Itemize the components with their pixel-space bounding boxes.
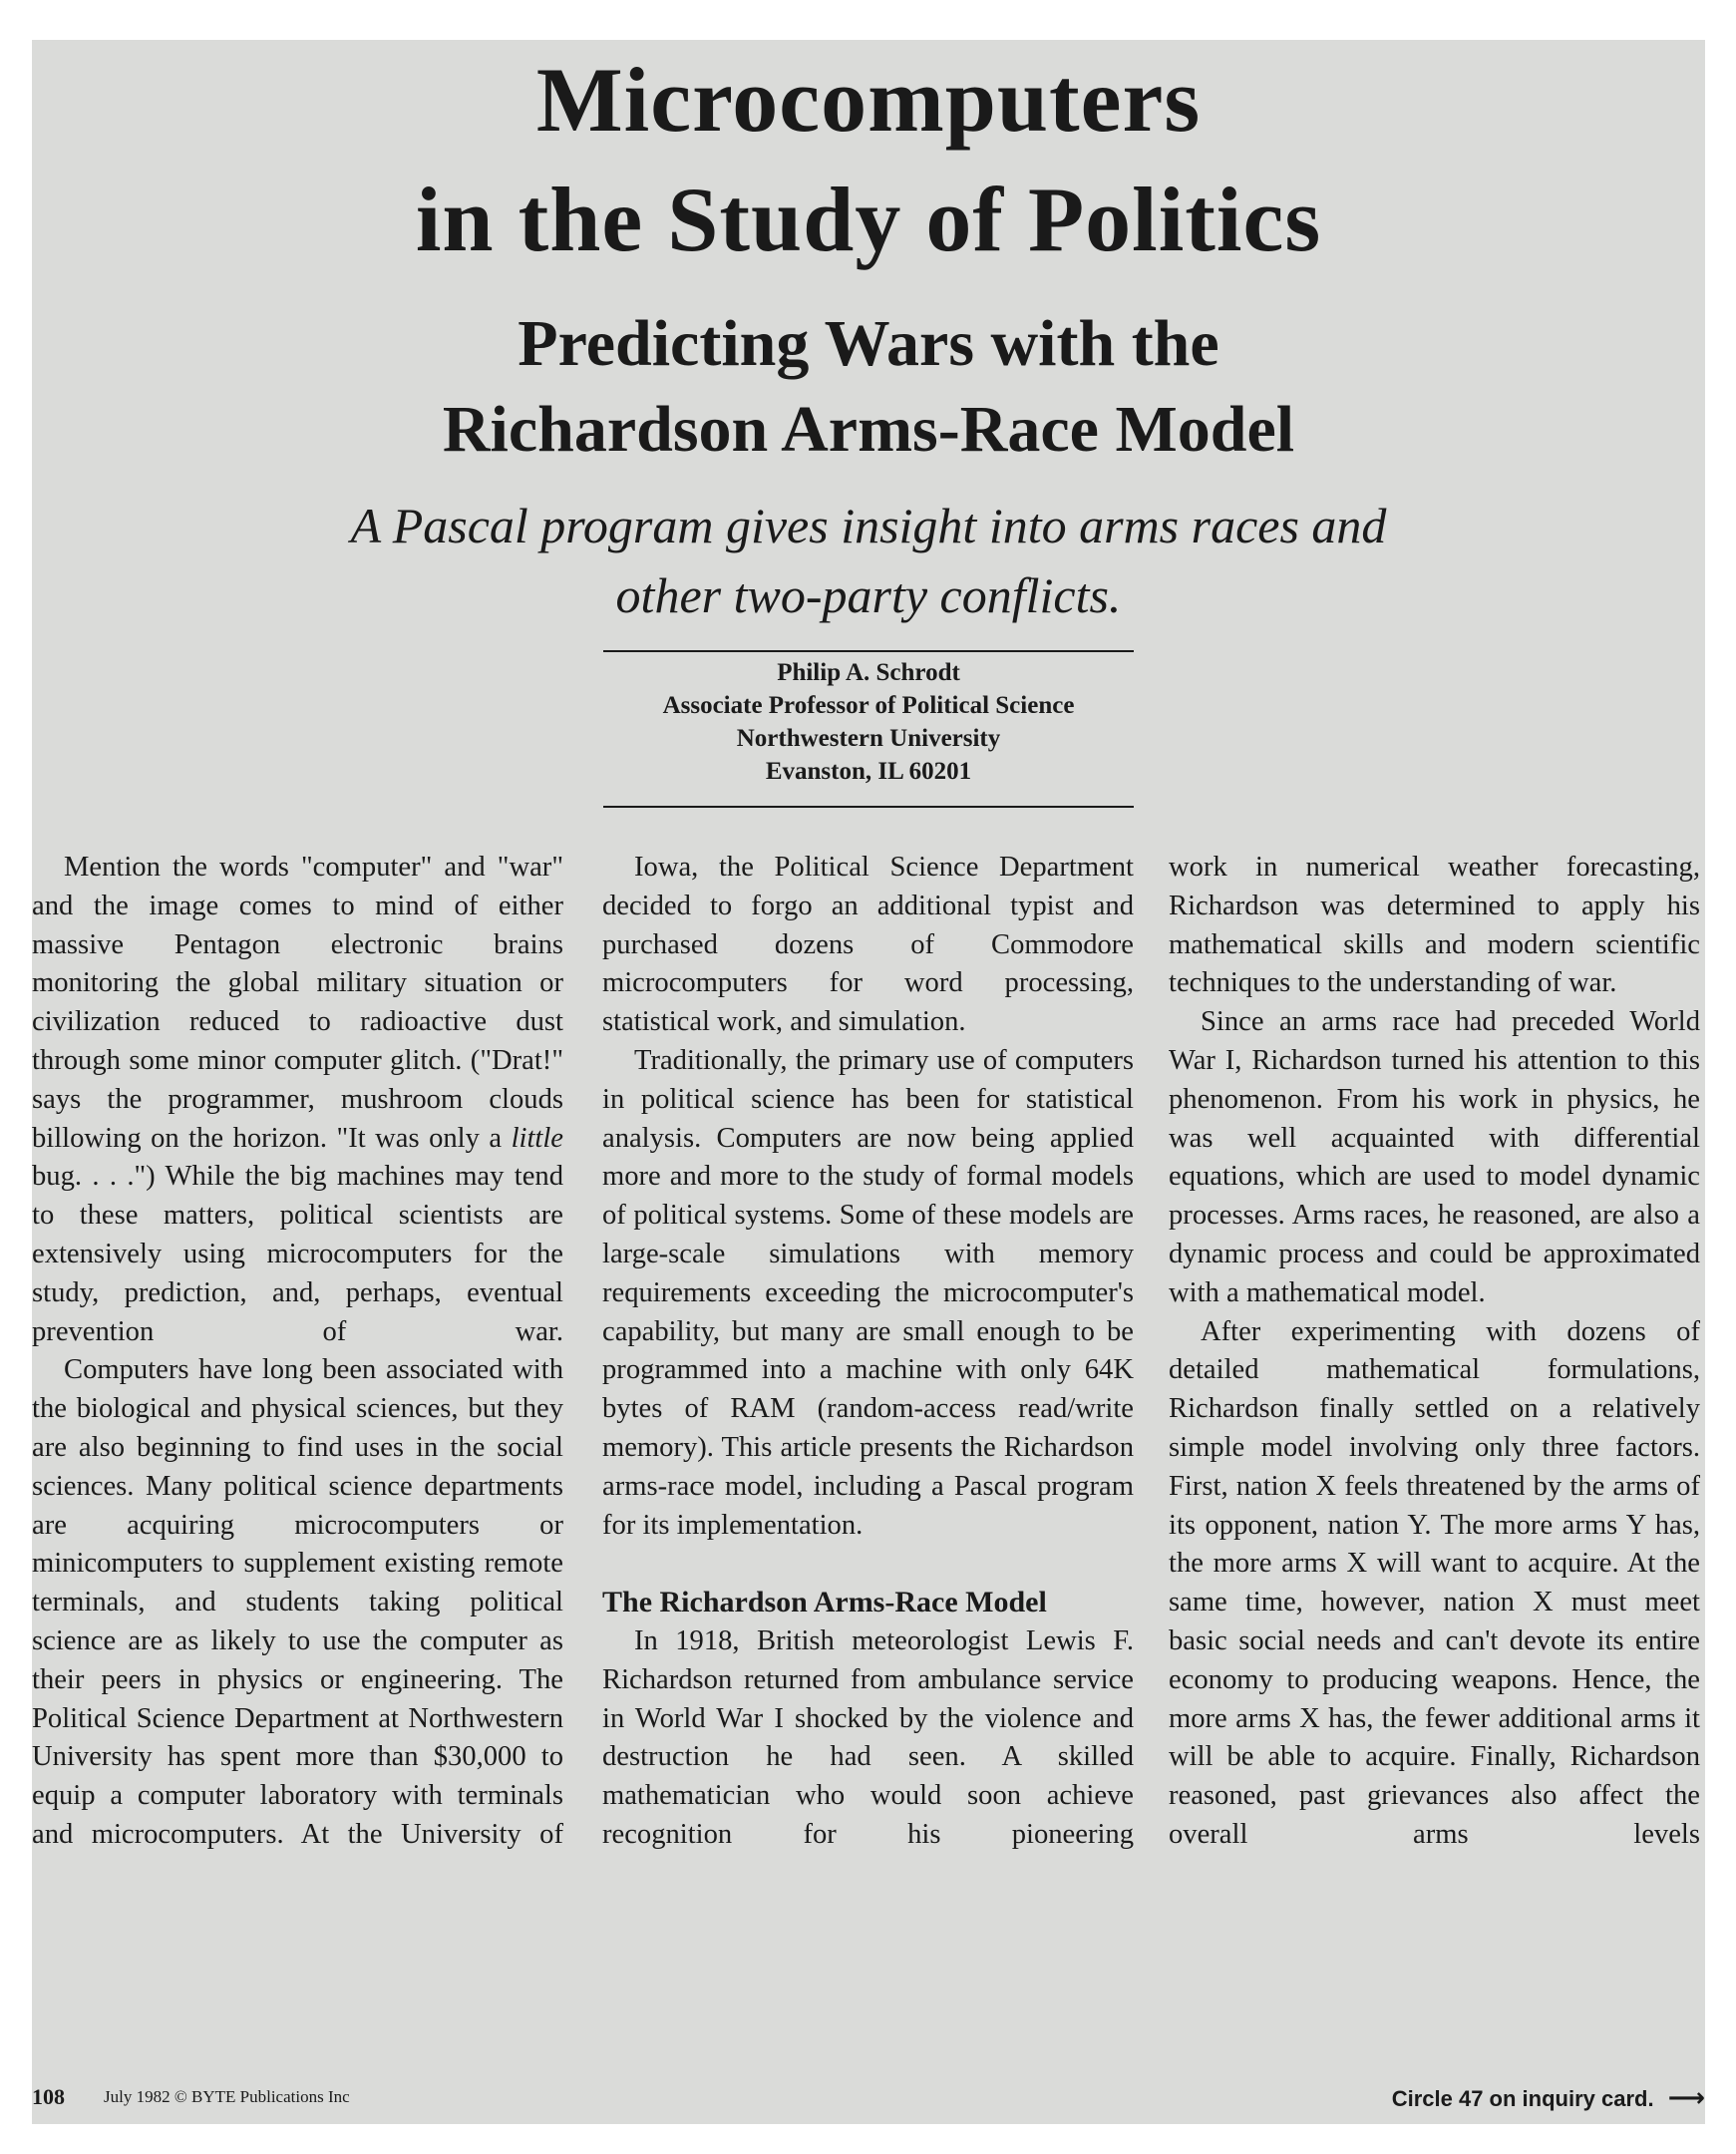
paragraph: work in numerical weather forecasting, Richardson was determined to apply his mathematical skills and modern scientific techniques to the understanding of war. (1169, 852, 1700, 999)
paragraph-text: bug. . . .") While the big machines may tend to these matters, political scientists are extensively using microcomputers for the study, prediction, and, perhaps, eventual prevention of war. (32, 1161, 563, 1347)
paragraph: Iowa, the Political Science Department decided to forgo an additional typist and purchased dozens of Commodore microcomputers for word processing, statistical work, and simulation. (602, 852, 1134, 1038)
spacer (602, 1545, 1134, 1584)
article-subtitle (32, 301, 1705, 473)
subtitle-line-2: Richardson Arms-Race Model (442, 393, 1295, 466)
body-column-2 (602, 849, 1134, 1855)
author-position: Associate Professor of Political Science (662, 692, 1075, 719)
page-number: 108 (32, 2084, 65, 2109)
paragraph: Computers have long been associated with the biological and physical sciences, but they are also beginning to find uses in the social sciences. Many political science departments are acquiring microcomputers or minicomputers to supplement existing remote terminals, and students taking political science are as likely to use the computer as their peers in physics or engineering. The Political Science Department at Northwestern University has spent more than $30,000 to equip a computer laboratory with terminals and microcomputers. At the University of (32, 1354, 563, 1850)
italic-text: little (511, 1122, 563, 1154)
arrow-right-icon: ⟶ (1667, 2082, 1705, 2112)
author-address: Evanston, IL 60201 (765, 758, 972, 785)
page-footer (32, 2079, 1705, 2115)
paragraph: After experimenting with dozens of detailed mathematical formulations, Richardson finally settled on a relatively simple model involving only three factors. First, nation X feels threatened by the arms of its opponent, nation Y. The more arms Y has, the more arms X will want to acquire. At the same time, however, nation X must meet basic social needs and can't devote its entire economy to producing weapons. Hence, the more arms X has, the fewer additional arms it will be able to acquire. Finally, Richardson reasoned, past grievances also affect the overall arms levels (1169, 1315, 1700, 1850)
byline-bottom-rule (603, 806, 1134, 808)
title-line-2: in the Study of Politics (415, 169, 1322, 270)
inquiry-note (1392, 2079, 1705, 2117)
paragraph (32, 849, 563, 1351)
magazine-page (32, 40, 1705, 2124)
author-byline (603, 656, 1134, 788)
article-title (32, 40, 1705, 279)
body-column-1 (32, 849, 563, 1855)
article-deck (32, 491, 1705, 630)
subtitle-line-1: Predicting Wars with the (518, 307, 1219, 380)
body-column-3 (1169, 849, 1700, 1855)
paragraph: Since an arms race had preceded World War I, Richardson turned his attention to this phenomenon. From his work in physics, he was well acquainted with differential equations, which are used to model dynamic processes. Arms races, he reasoned, are also a dynamic process and could be approximated with a mathematical model. (1169, 1006, 1700, 1308)
paragraph: Traditionally, the primary use of computers in political science has been for statistical analysis. Computers are now being applied more and more to the study of formal models of political systems. Some of these models are large-scale simulations with memory requirements exceeding the microcomputer's capability, but many are small enough to be programmed into a machine with only 64K bytes of RAM (random-access read/write memory). This article presents the Richardson arms-race model, including a Pascal program for its implementation. (602, 1044, 1134, 1541)
author-institution: Northwestern University (736, 725, 1001, 752)
deck-line-1: A Pascal program gives insight into arms races and (350, 498, 1387, 553)
inquiry-text: Circle 47 on inquiry card. (1391, 2086, 1654, 2111)
byline-top-rule (603, 650, 1134, 652)
deck-line-2: other two-party conflicts. (615, 567, 1122, 623)
title-line-1: Microcomputers (535, 49, 1202, 151)
section-heading: The Richardson Arms-Race Model (602, 1586, 1047, 1619)
paragraph-text: Mention the words "computer" and "war" and the image comes to mind of either massive Pentagon electronic brains monitoring the global military situation or civilization reduced to radioactive dust through some minor computer glitch. ("Drat!" says the programmer, mushroom clouds billowing on the horizon. "It was only a (32, 852, 563, 1154)
author-name: Philip A. Schrodt (777, 659, 960, 686)
paragraph: In 1918, British meteorologist Lewis F. Richardson returned from ambulance service in World War I shocked by the violence and destruction he had seen. A skilled mathematician who would soon achieve recognition for his pioneering (602, 1624, 1134, 1850)
publication-info: July 1982 © BYTE Publications Inc (104, 2087, 350, 2106)
